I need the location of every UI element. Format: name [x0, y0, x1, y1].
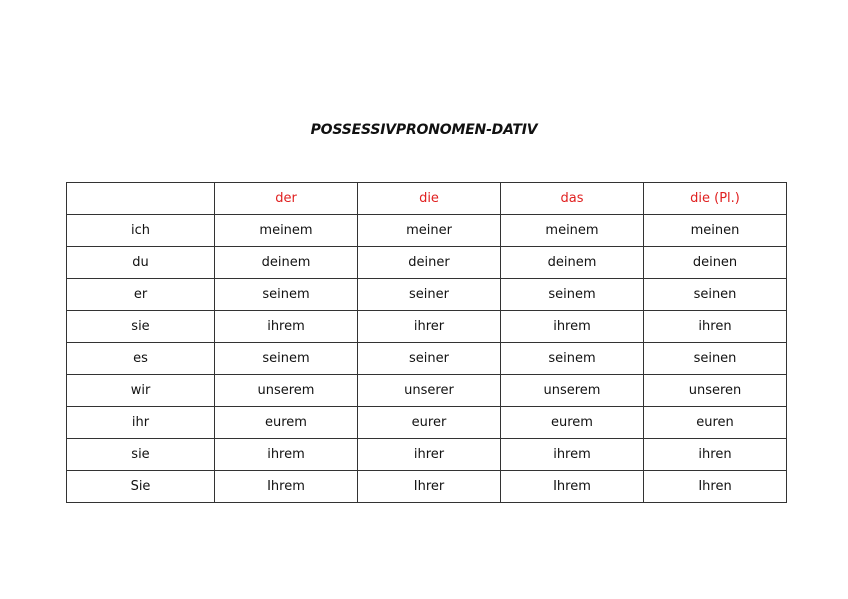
table-cell: Ihrer: [358, 471, 501, 503]
table-cell: ihrer: [358, 439, 501, 471]
page-title: POSSESSIVPRONOMEN-DATIV: [310, 122, 538, 138]
table-cell: unserem: [215, 375, 358, 407]
table-cell: ihrem: [501, 311, 644, 343]
table-cell: eurem: [215, 407, 358, 439]
pronoun-cell: ihr: [67, 407, 215, 439]
table-cell: eurem: [501, 407, 644, 439]
table-row: [67, 439, 787, 471]
table-cell: ihren: [644, 311, 787, 343]
table-cell: unseren: [644, 375, 787, 407]
table-cell: seinem: [501, 279, 644, 311]
header-cell-die: die: [358, 183, 501, 215]
table-row: [67, 343, 787, 375]
table-cell: deiner: [358, 247, 501, 279]
header-cell-der: der: [215, 183, 358, 215]
table-cell: ihrer: [358, 311, 501, 343]
table-cell: eurer: [358, 407, 501, 439]
pronoun-cell: er: [67, 279, 215, 311]
pronoun-cell: sie: [67, 311, 215, 343]
pronoun-cell: sie: [67, 439, 215, 471]
table-header-row: [67, 183, 787, 215]
table-row: [67, 279, 787, 311]
table-cell: seinem: [215, 343, 358, 375]
header-cell-das: das: [501, 183, 644, 215]
table-cell: meinem: [501, 215, 644, 247]
table-cell: ihrem: [215, 439, 358, 471]
pronoun-cell: es: [67, 343, 215, 375]
table-cell: unserem: [501, 375, 644, 407]
table-cell: meinen: [644, 215, 787, 247]
table-cell: deinem: [215, 247, 358, 279]
pronoun-table: [66, 182, 787, 503]
table-row: [67, 215, 787, 247]
table-cell: unserer: [358, 375, 501, 407]
header-cell-die-plural: die (Pl.): [644, 183, 787, 215]
table-cell: deinem: [501, 247, 644, 279]
header-cell-empty: [67, 183, 215, 215]
table-cell: euren: [644, 407, 787, 439]
pronoun-cell: ich: [67, 215, 215, 247]
table-cell: meinem: [215, 215, 358, 247]
table-cell: Ihrem: [215, 471, 358, 503]
table-cell: seiner: [358, 279, 501, 311]
table-row: [67, 471, 787, 503]
pronoun-cell: du: [67, 247, 215, 279]
table-row: [67, 311, 787, 343]
pronoun-cell: wir: [67, 375, 215, 407]
table-cell: seiner: [358, 343, 501, 375]
table-cell: seinem: [501, 343, 644, 375]
table-row: [67, 407, 787, 439]
table-cell: seinem: [215, 279, 358, 311]
table-cell: ihrem: [215, 311, 358, 343]
table-cell: deinen: [644, 247, 787, 279]
table-cell: seinen: [644, 279, 787, 311]
table-cell: ihrem: [501, 439, 644, 471]
table-cell: meiner: [358, 215, 501, 247]
table-cell: Ihren: [644, 471, 787, 503]
pronoun-cell: Sie: [67, 471, 215, 503]
table-row: [67, 375, 787, 407]
table-cell: seinen: [644, 343, 787, 375]
table-cell: ihren: [644, 439, 787, 471]
table-cell: Ihrem: [501, 471, 644, 503]
table-row: [67, 247, 787, 279]
